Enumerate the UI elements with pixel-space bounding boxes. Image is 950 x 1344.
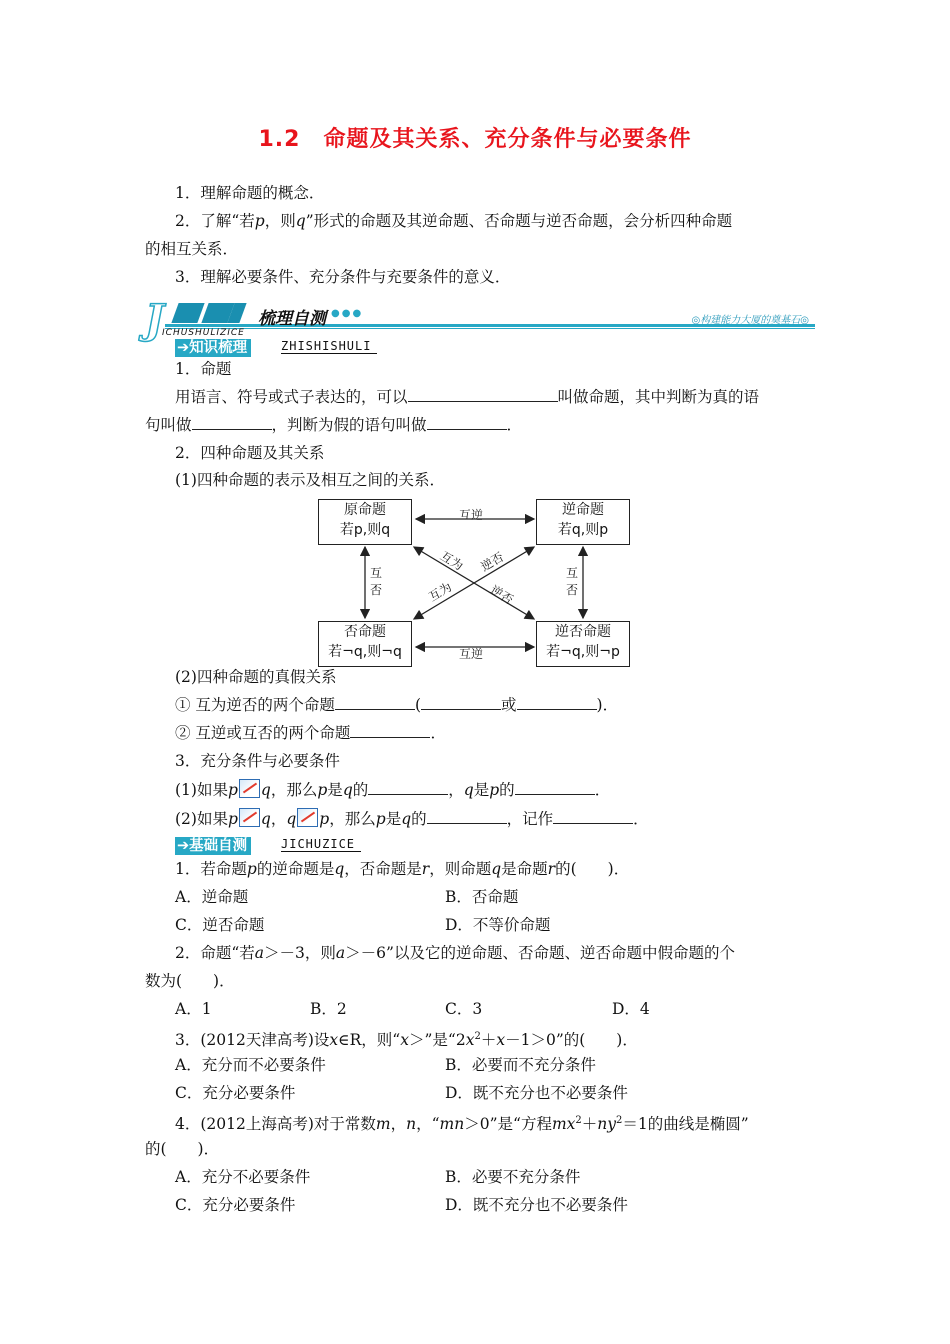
banner-block bbox=[171, 303, 204, 323]
blank bbox=[192, 415, 272, 430]
q1-option-c: C．逆否命题 bbox=[175, 916, 265, 934]
q2-option-a: A．1 bbox=[175, 1000, 212, 1018]
text: ， bbox=[270, 810, 287, 828]
text: 或 bbox=[501, 696, 517, 714]
text: ∈R，则“ bbox=[338, 1031, 401, 1050]
text: ，那么 bbox=[270, 781, 318, 799]
text: ，判断为假的语句叫做 bbox=[271, 416, 427, 434]
text: ＋ bbox=[581, 1115, 598, 1134]
var: p bbox=[375, 810, 386, 828]
label-diag2b: 逆否 bbox=[487, 582, 516, 608]
k1-line1 bbox=[175, 387, 759, 407]
banner-slogan: ◎构建能力大厦的奠基石◎ bbox=[691, 315, 809, 326]
blank bbox=[515, 780, 595, 795]
q2-option-b: B．2 bbox=[310, 1000, 347, 1018]
blank bbox=[553, 809, 633, 824]
var: a bbox=[335, 944, 346, 962]
text: ( bbox=[414, 696, 421, 714]
var: q bbox=[463, 781, 474, 799]
var: p bbox=[317, 781, 328, 799]
q3-option-b: B．必要而不充分条件 bbox=[445, 1056, 596, 1074]
k2-heading: 2．四种命题及其关系 bbox=[175, 444, 325, 462]
text: 2．命题“若 bbox=[175, 944, 255, 962]
var: q bbox=[260, 781, 271, 799]
text: 1．若命题 bbox=[175, 860, 247, 878]
var: mn bbox=[439, 1115, 465, 1134]
var: n bbox=[406, 1115, 417, 1134]
text: 4．(2012上海高考)对于常数 bbox=[175, 1115, 376, 1134]
var: x bbox=[329, 1031, 339, 1050]
var: p bbox=[246, 860, 257, 878]
text: 用语言、符号或式子表达的，可以 bbox=[175, 388, 408, 406]
var: p bbox=[227, 781, 238, 799]
objective-2 bbox=[175, 211, 732, 231]
text: ，则命题 bbox=[429, 860, 492, 878]
q3-option-c: C．充分必要条件 bbox=[175, 1084, 296, 1102]
q4-option-b: B．必要不充分条件 bbox=[445, 1168, 581, 1186]
var: q bbox=[401, 810, 412, 828]
q1-stem bbox=[175, 859, 629, 879]
var: r bbox=[421, 860, 430, 878]
k1-line2 bbox=[145, 415, 522, 435]
implies-icon bbox=[239, 808, 260, 827]
section-banner bbox=[145, 296, 815, 343]
text: 3．(2012天津高考)设 bbox=[175, 1031, 330, 1050]
text: ＞”是“2 bbox=[408, 1031, 466, 1050]
text: 的逆命题是 bbox=[256, 860, 335, 878]
k2-sub2: (2)四种命题的真假关系 bbox=[175, 668, 337, 686]
var: p bbox=[489, 781, 500, 799]
box-title: 原命题 bbox=[344, 502, 386, 518]
box-title: 否命题 bbox=[344, 624, 386, 640]
q1-option-a: A．逆命题 bbox=[175, 888, 249, 906]
q4-option-c: C．充分必要条件 bbox=[175, 1196, 296, 1214]
text: ② 互逆或互否的两个命题 bbox=[175, 724, 351, 742]
var: x bbox=[465, 1031, 475, 1050]
q3-option-a: A．充分而不必要条件 bbox=[175, 1056, 326, 1074]
page-title: 1.2 命题及其关系、充分条件与必要条件 bbox=[258, 127, 692, 152]
label-diag2a: 互为 bbox=[426, 579, 455, 605]
text: ，记作 bbox=[506, 810, 554, 828]
objective-3: 3．理解必要条件、充分条件与充要条件的意义． bbox=[175, 268, 511, 286]
implies-icon bbox=[297, 808, 318, 827]
blank bbox=[368, 780, 448, 795]
q3-stem bbox=[175, 1027, 638, 1050]
var: q bbox=[260, 810, 271, 828]
var: x bbox=[496, 1031, 506, 1050]
label-top-converse: 互逆 bbox=[459, 508, 484, 522]
box-form: 若q,则p bbox=[557, 522, 609, 538]
text: ① 互为逆否的两个命题 bbox=[175, 696, 335, 714]
var: q bbox=[334, 860, 345, 878]
text: 是 bbox=[327, 781, 343, 799]
tag-pinyin: ZHISHISHULI bbox=[281, 339, 377, 354]
var: p bbox=[254, 212, 265, 230]
label-bottom-converse: 互逆 bbox=[459, 647, 484, 661]
tag-label: ➔基础自测 bbox=[175, 837, 251, 855]
text: ＞－6”以及它的逆命题、否命题、逆否命题中假命题的个 bbox=[345, 944, 735, 962]
text: 的 bbox=[499, 781, 515, 799]
text: 是命题 bbox=[501, 860, 548, 878]
text: ． bbox=[594, 781, 611, 799]
box-title: 逆命题 bbox=[562, 502, 604, 518]
section-tag-selftest bbox=[175, 837, 435, 859]
q4-option-a: A．充分不必要条件 bbox=[175, 1168, 311, 1186]
text: ， bbox=[390, 1115, 407, 1134]
text: ，那么 bbox=[329, 810, 376, 828]
q1-option-b: B．否命题 bbox=[445, 888, 519, 906]
superscript: 2 bbox=[474, 1031, 481, 1042]
banner-pinyin: ICHUSHULIZICE bbox=[162, 328, 245, 338]
text: 的 bbox=[352, 781, 369, 799]
banner-letter: J bbox=[145, 296, 164, 343]
text: ． bbox=[506, 416, 523, 434]
q1-option-d: D．不等价命题 bbox=[445, 916, 551, 934]
var: q bbox=[286, 810, 297, 828]
var: q bbox=[295, 212, 306, 230]
four-propositions-diagram bbox=[318, 497, 630, 669]
q2-option-c: C．3 bbox=[445, 1000, 483, 1018]
k3-heading: 3．充分条件与必要条件 bbox=[175, 752, 340, 770]
superscript: 2 bbox=[575, 1115, 582, 1126]
blank bbox=[350, 723, 430, 738]
var: q bbox=[342, 781, 353, 799]
box-original bbox=[318, 499, 412, 545]
objective-2-cont: 的相互关系． bbox=[145, 240, 239, 258]
var: m bbox=[375, 1115, 391, 1134]
label-diag1a: 互为 bbox=[437, 548, 466, 574]
box-converse bbox=[536, 499, 630, 545]
text: ，“ bbox=[416, 1115, 440, 1134]
text: 的 bbox=[411, 810, 427, 828]
tag-label: ➔知识梳理 bbox=[175, 339, 251, 357]
box-form: 若p,则q bbox=[339, 522, 391, 538]
var: x bbox=[400, 1031, 409, 1050]
char: 否 bbox=[565, 583, 578, 597]
q2-option-d: D．4 bbox=[612, 1000, 650, 1018]
banner-title: 梳理自测 bbox=[258, 309, 326, 329]
var: r bbox=[547, 860, 556, 878]
text: ＝1的曲线是椭圆” bbox=[622, 1115, 749, 1134]
var: a bbox=[254, 944, 265, 962]
blank bbox=[427, 809, 507, 824]
label-left-inverse bbox=[369, 565, 383, 599]
text: ，则 bbox=[264, 212, 296, 230]
var: p bbox=[319, 810, 330, 828]
var: q bbox=[491, 860, 502, 878]
var: ny bbox=[597, 1115, 617, 1134]
text: ＞－3，则 bbox=[264, 944, 336, 962]
text: ， bbox=[448, 781, 464, 799]
text: ＋ bbox=[480, 1031, 497, 1050]
k2-rel2 bbox=[175, 723, 446, 743]
text: (2)如果 bbox=[175, 810, 228, 828]
objective-1: 1．理解命题的概念． bbox=[175, 184, 325, 202]
box-form: 若¬q,则¬p bbox=[546, 644, 620, 660]
k3-para1 bbox=[175, 779, 610, 800]
box-inverse bbox=[318, 621, 412, 667]
q3-option-d: D．既不充分也不必要条件 bbox=[445, 1084, 628, 1102]
text: －1＞0”的( )． bbox=[505, 1031, 638, 1050]
text: (1)如果 bbox=[175, 781, 228, 799]
k2-sub1: (1)四种命题的表示及相互之间的关系． bbox=[175, 471, 445, 489]
var: p bbox=[227, 810, 238, 828]
implies-icon bbox=[239, 779, 260, 798]
text: ＞0”是“方程 bbox=[464, 1115, 552, 1134]
k2-rel1 bbox=[175, 695, 618, 715]
text: ． bbox=[430, 724, 446, 742]
q4-stem bbox=[175, 1111, 749, 1134]
q2-stem-cont: 数为( )． bbox=[145, 972, 235, 990]
char: 互 bbox=[565, 566, 578, 580]
section-tag-knowledge bbox=[175, 339, 435, 361]
k3-para2 bbox=[175, 808, 649, 829]
banner-dots: ●●● bbox=[331, 308, 364, 319]
blank bbox=[427, 415, 507, 430]
k1-heading: 1．命题 bbox=[175, 360, 232, 378]
box-title: 逆否命题 bbox=[555, 624, 611, 640]
text: 是 bbox=[473, 781, 490, 799]
tag-pinyin: JICHUZICE bbox=[281, 837, 361, 852]
box-contrapositive bbox=[536, 621, 630, 667]
label-right-inverse bbox=[565, 565, 579, 599]
text: )． bbox=[596, 696, 619, 714]
text: 的( )． bbox=[555, 860, 630, 878]
q4-stem-cont: 的( )． bbox=[145, 1140, 220, 1158]
blank bbox=[517, 695, 597, 710]
blank bbox=[335, 695, 415, 710]
char: 互 bbox=[369, 566, 382, 580]
text: ”形式的命题及其逆命题、否命题与逆否命题，会分析四种命题 bbox=[305, 212, 733, 230]
text: ． bbox=[633, 810, 649, 828]
blank bbox=[421, 695, 501, 710]
text: ，否命题是 bbox=[344, 860, 422, 878]
box-form: 若¬q,则¬q bbox=[328, 644, 402, 660]
text: 句叫做 bbox=[145, 416, 192, 434]
blank bbox=[408, 387, 558, 402]
char: 否 bbox=[369, 583, 382, 597]
label-diag1b: 逆否 bbox=[478, 549, 507, 575]
text: 叫做命题，其中判断为真的语 bbox=[557, 388, 760, 406]
var: mx bbox=[551, 1115, 576, 1134]
q4-option-d: D．既不充分也不必要条件 bbox=[445, 1196, 628, 1214]
q2-stem bbox=[175, 943, 735, 963]
text: 2．了解“若 bbox=[175, 212, 255, 230]
superscript: 2 bbox=[616, 1115, 623, 1126]
text: 是 bbox=[385, 810, 402, 828]
